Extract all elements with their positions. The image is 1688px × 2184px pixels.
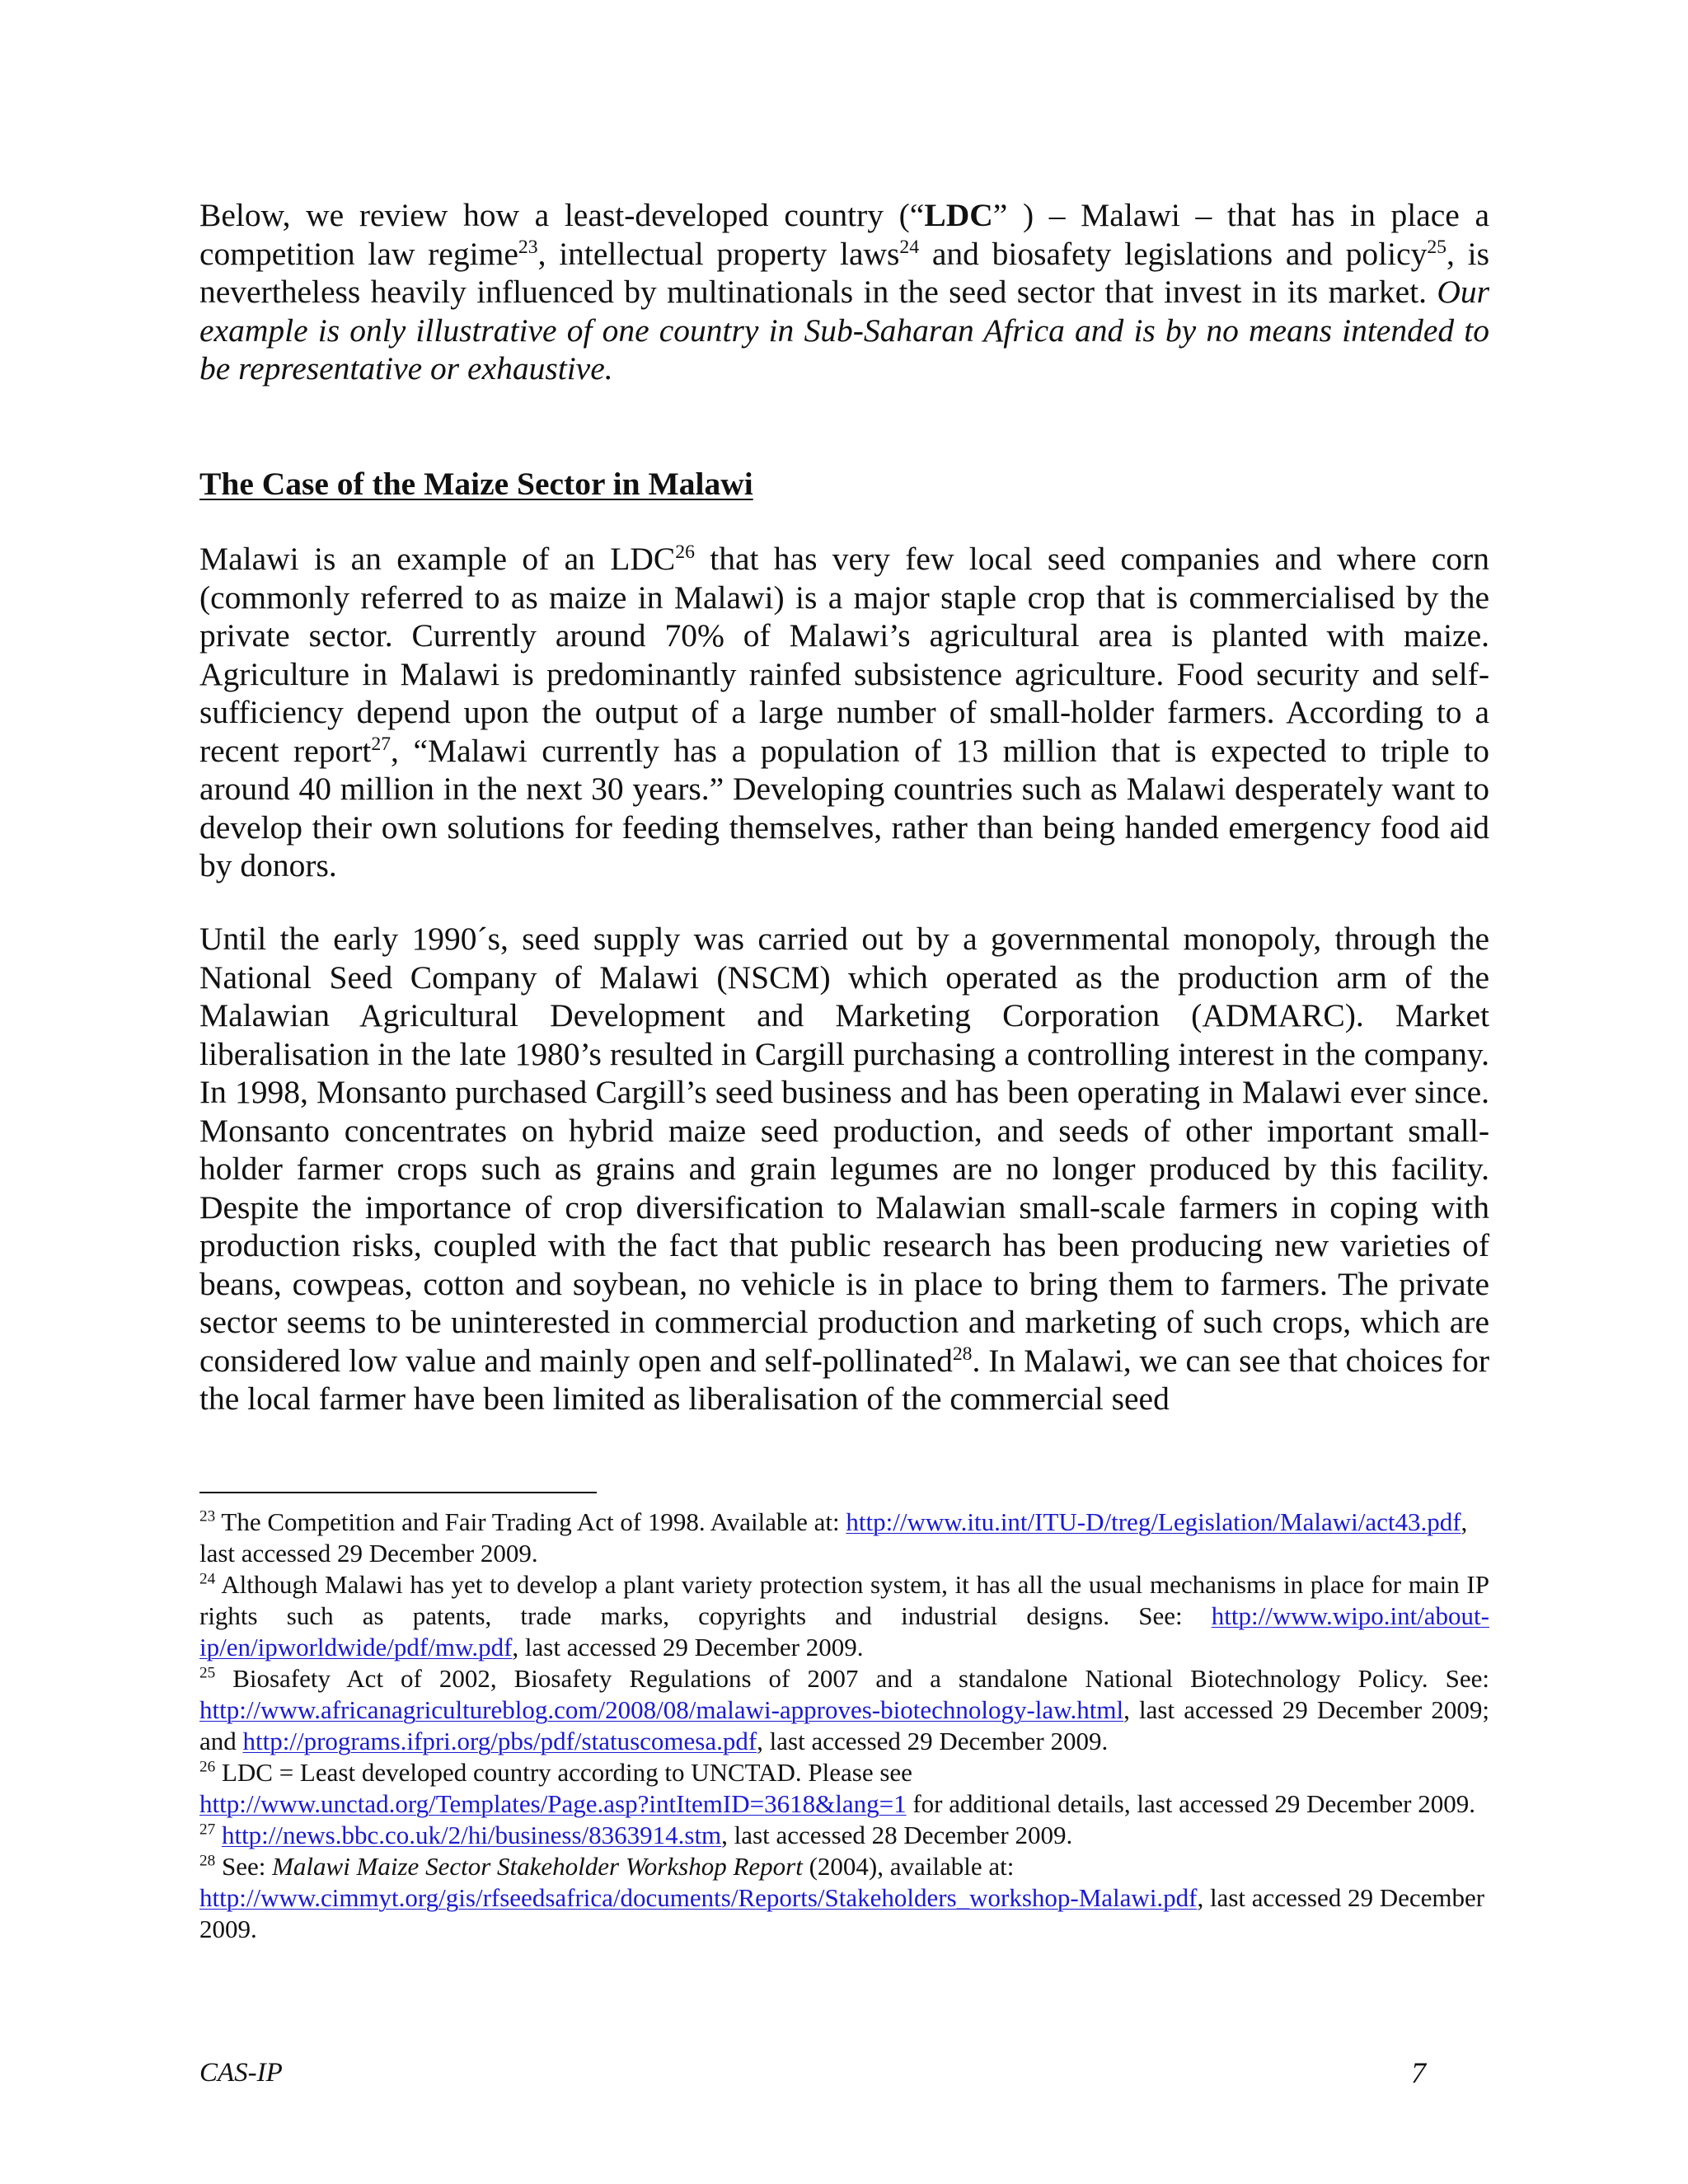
footnote-ref-28[interactable]: 28: [952, 1343, 973, 1365]
maize-paragraph-1: [199, 540, 1489, 885]
footnote-text: See:: [215, 1852, 273, 1881]
footnote-link[interactable]: http://www.unctad.org/Templates/Page.asp?intItemID=3618&lang=1: [199, 1789, 907, 1818]
footnote-separator: [199, 1492, 597, 1493]
footnote-text: , last accessed 28 December 2009.: [721, 1821, 1073, 1849]
maize-paragraph-2: [199, 920, 1489, 1418]
footnote-26: [199, 1757, 1489, 1820]
footnote-number: 28: [199, 1852, 216, 1870]
footnote-ref-23[interactable]: 23: [518, 236, 538, 258]
footnote-link[interactable]: http://www.africanagricultureblog.com/2008/08/malawi-approves-biotechnology-law.html: [199, 1695, 1124, 1724]
footnote-number: 26: [199, 1758, 216, 1776]
para1-text-3: , “Malawi currently has a population of 13 million that is expected to triple to around 40 million in the next 30 years.” Developing countries such as Malawi desperately want to develop their own solutions for feeding themselves, rather than being handed emergency food aid by donors.: [199, 732, 1489, 883]
footnote-number: 23: [199, 1507, 216, 1526]
intro-text-5: , is nevertheless heavily influenced by multinationals in the seed sector that invest in its market.: [199, 235, 1489, 310]
footnote-text: The Competition and Fair Trading Act of 1998. Available at:: [215, 1507, 846, 1536]
footnote-ref-25[interactable]: 25: [1427, 236, 1447, 258]
para1-text-1: Malawi is an example of an LDC: [199, 541, 676, 577]
footnote-ref-27[interactable]: 27: [371, 733, 392, 755]
footnote-ref-24[interactable]: 24: [899, 236, 920, 258]
intro-text-2: ” ) – Malawi – that has in place a competition law regime: [199, 197, 1489, 272]
para2-text-1: Until the early 1990´s, seed supply was carried out by a governmental monopoly, through the National Seed Company of Malawi (NSCM) which operated as the production arm of the Malawian Agricultural Development and Marketing Corporation (ADMARC). Market liberalisation in the late 1980’s resulted in Cargill purchasing a controlling interest in the company. In 1998, Monsanto purchased Cargill’s seed business and has been operating in Malawi ever since. Monsanto concentrates on hybrid maize seed production, and seeds of other important small-holder farmer crops such as grains and grain legumes are no longer produced by this facility. Despite the importance of crop diversification to Malawian small-scale farmers in coping with production risks, coupled with the fact that public research has been producing new varieties of beans, cowpeas, cotton and soybean, no vehicle is in place to bring them to farmers. The private sector seems to be uninterested in commercial production and marketing of such crops, which are considered low value and mainly open and self-pollinated: [199, 921, 1489, 1379]
footnote-number: 25: [199, 1664, 216, 1682]
ldc-bold-term: LDC: [924, 197, 993, 233]
intro-text-4: and biosafety legislations and policy: [919, 235, 1428, 272]
footnote-text: , last accessed 29 December 2009.: [757, 1727, 1109, 1755]
footnote-28: [199, 1851, 1489, 1945]
footnote-text: Biosafety Act of 2002, Biosafety Regulations of 2007 and a standalone National Biotechnology Policy. See:: [215, 1664, 1489, 1693]
footnote-italic-title: Malawi Maize Sector Stakeholder Workshop Report: [272, 1852, 803, 1881]
footnote-link[interactable]: http://www.itu.int/ITU-D/treg/Legislation/Malawi/act43.pdf: [846, 1507, 1461, 1536]
footnote-number: 27: [199, 1821, 216, 1839]
footnote-text: , last accessed 29 December 2009.: [199, 1507, 1468, 1568]
footnotes-section: [199, 1507, 1489, 1945]
footnote-text: for additional details, last accessed 29 December 2009.: [906, 1789, 1475, 1818]
intro-paragraph: [199, 196, 1489, 388]
intro-italic-note: Our example is only illustrative of one country in Sub-Saharan Africa and is by no means intended to be representative or exhaustive.: [199, 274, 1489, 387]
footnote-24: [199, 1569, 1489, 1663]
footnote-ref-26[interactable]: 26: [675, 541, 695, 563]
footnote-25: [199, 1663, 1489, 1757]
footnote-text: , last accessed 29 December 2009; and: [199, 1695, 1489, 1755]
footnote-link[interactable]: http://news.bbc.co.uk/2/hi/business/8363914.stm: [221, 1821, 722, 1849]
para2-text-2: . In Malawi, we can see that choices for the local farmer have been limited as liberalisation of the commercial seed: [199, 1342, 1489, 1417]
footnote-link[interactable]: http://programs.ifpri.org/pbs/pdf/statuscomesa.pdf: [242, 1727, 757, 1755]
footnote-text: LDC = Least developed country according to UNCTAD. Please see: [215, 1758, 912, 1787]
intro-text-1: Below, we review how a least-developed country (“: [199, 197, 925, 233]
page-number: 7: [1411, 2056, 1426, 2089]
footnote-27: [199, 1820, 1489, 1851]
section-heading: The Case of the Maize Sector in Malawi: [199, 466, 753, 502]
footnote-text: (2004), available at:: [802, 1852, 1015, 1881]
footnote-link[interactable]: http://www.cimmyt.org/gis/rfseedsafrica/documents/Reports/Stakeholders_workshop-Malawi.pdf: [199, 1883, 1198, 1912]
footnote-23: [199, 1507, 1489, 1569]
intro-text-3: , intellectual property laws: [537, 235, 900, 272]
footnote-number: 24: [199, 1570, 216, 1588]
footnote-text: Although Malawi has yet to develop a plant variety protection system, it has all the usual mechanisms in place for main IP rights such as patents, trade marks, copyrights and industrial designs. See:: [199, 1570, 1489, 1630]
footnote-link[interactable]: http://www.wipo.int/about-ip/en/ipworldwide/pdf/mw.pdf: [199, 1601, 1489, 1661]
footer-label: CAS-IP: [199, 2058, 283, 2088]
footnote-text: , last accessed 29 December 2009.: [199, 1883, 1485, 1943]
footnote-text: , last accessed 29 December 2009.: [512, 1633, 864, 1661]
para1-text-2: that has very few local seed companies and where corn (commonly referred to as maize in Malawi) is a major staple crop that is commercialised by the private sector. Currently around 70% of Malawi’s agricultural area is planted with maize. Agriculture in Malawi is predominantly rainfed subsistence agriculture. Food security and self-sufficiency depend upon the output of a large number of small-holder farmers. According to a recent report: [199, 541, 1489, 769]
